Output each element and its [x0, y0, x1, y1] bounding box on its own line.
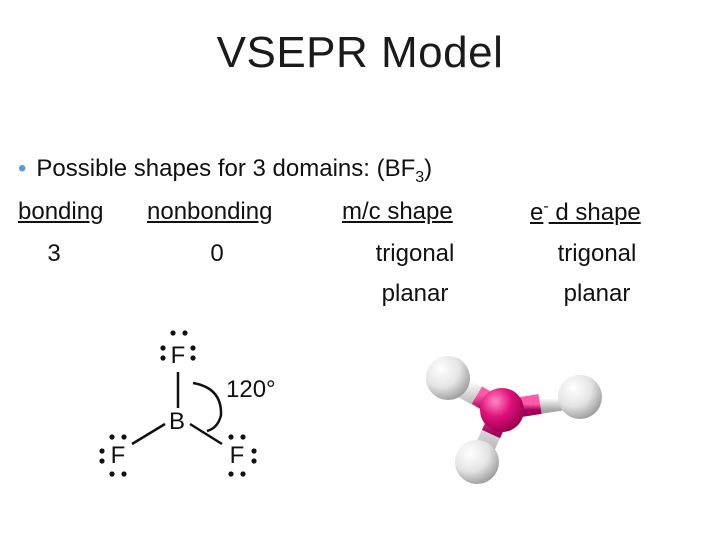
fluorine-atom-bottom — [455, 440, 499, 484]
value-bonding: 3 — [47, 240, 61, 267]
atom-f-right: F — [229, 442, 245, 469]
value-mc-shape-line1: trigonal — [375, 240, 455, 267]
atom-b-center: B — [168, 408, 186, 435]
slide-title: VSEPR Model — [216, 28, 504, 77]
value-nonbonding: 0 — [210, 240, 224, 267]
header-nonbonding: nonbonding — [147, 198, 273, 225]
header-mc-shape: m/c shape — [342, 198, 453, 225]
header-ed-suffix: d shape — [548, 199, 641, 226]
bullet-subscript: 3 — [415, 168, 425, 186]
bullet-icon: • — [18, 155, 27, 182]
header-bonding: bonding — [18, 198, 104, 225]
value-mc-shape-line2: planar — [381, 280, 449, 307]
header-ed-prefix: e — [530, 199, 544, 226]
value-ed-shape-line2: planar — [563, 280, 631, 307]
atom-f-top: F — [170, 342, 186, 369]
atom-f-left: F — [110, 442, 126, 469]
fluorine-atom-top-left — [426, 356, 470, 400]
bullet-close: ) — [424, 155, 433, 182]
value-ed-shape-line1: trigonal — [557, 240, 637, 267]
bullet-text: Possible shapes for 3 domains: (BF — [36, 155, 416, 182]
boron-atom — [480, 388, 524, 432]
header-ed-sup: - — [543, 198, 549, 215]
angle-label: 120° — [226, 376, 276, 403]
fluorine-atom-right — [558, 375, 602, 419]
